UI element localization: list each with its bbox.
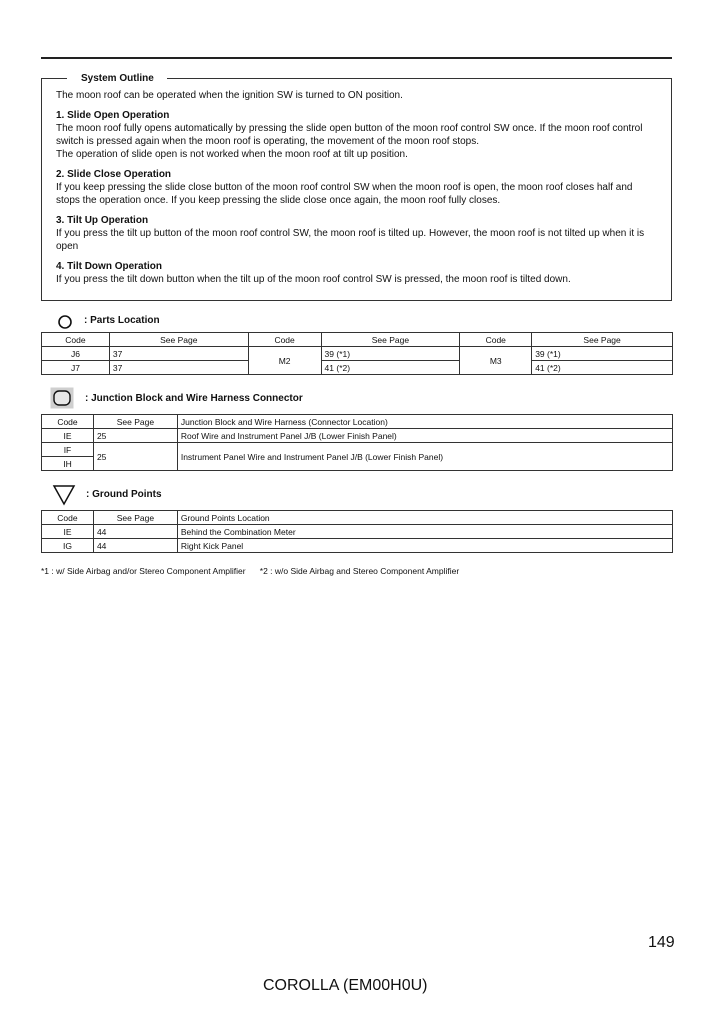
item-text: If you keep pressing the slide close button of the moon roof control SW when the moon roof is open, the moon roof closes half and stops the operation once. If you keep pressing the slide close once again, the moon roof fully closes. xyxy=(56,182,633,206)
table-row xyxy=(42,443,673,457)
footnote-1: *1 : w/ Side Airbag and/or Stereo Component Amplifier xyxy=(41,566,246,576)
top-rule xyxy=(41,57,672,59)
page-cell: 44 xyxy=(93,525,177,539)
header-cell: See Page xyxy=(93,415,177,429)
item-text: If you press the tilt down button when the tilt up of the moon roof control SW is pressed, the moon roof is tilted down. xyxy=(56,274,571,285)
header-cell: Code xyxy=(460,333,532,347)
header-cell: Code xyxy=(42,415,94,429)
table-row xyxy=(42,429,673,443)
circle-symbol-icon xyxy=(57,314,73,330)
code-cell: IE xyxy=(42,525,94,539)
code-cell: J6 xyxy=(42,347,110,361)
header-cell: Code xyxy=(42,333,110,347)
code-cell: IE xyxy=(42,429,94,443)
table-row xyxy=(42,361,673,375)
table-row xyxy=(42,539,673,553)
parts-location-table xyxy=(41,332,673,375)
page-cell: 39 (*1) xyxy=(321,347,460,361)
junction-block-title: : Junction Block and Wire Harness Connector xyxy=(85,393,303,404)
table-row xyxy=(42,347,673,361)
system-outline-title: System Outline xyxy=(81,73,154,84)
table-header-row xyxy=(42,333,673,347)
header-cell: Junction Block and Wire Harness (Connector Location) xyxy=(177,415,672,429)
page-cell: 41 (*2) xyxy=(321,361,460,375)
table-header-row xyxy=(42,511,673,525)
item-heading: 2. Slide Close Operation xyxy=(56,169,172,180)
header-cell: See Page xyxy=(532,333,673,347)
location-cell: Roof Wire and Instrument Panel J/B (Lower Finish Panel) xyxy=(177,429,672,443)
page-cell: 44 xyxy=(93,539,177,553)
ground-points-table xyxy=(41,510,673,553)
footnotes xyxy=(41,566,459,577)
header-cell: See Page xyxy=(93,511,177,525)
item-heading: 3. Tilt Up Operation xyxy=(56,215,149,226)
page-cell: 37 xyxy=(109,347,248,361)
intro-text: The moon roof can be operated when the ignition SW is turned to ON position. xyxy=(56,90,403,101)
table-header-row xyxy=(42,415,673,429)
junction-block-table xyxy=(41,414,673,471)
item-text: The moon roof fully opens automatically by pressing the slide open button of the moon roof control SW once. If the moon roof control switch is pressed again when the moon roof is operating, the movement of the moon roof stops. xyxy=(56,123,643,147)
header-cell: See Page xyxy=(321,333,460,347)
rounded-rect-symbol-icon xyxy=(50,387,74,409)
parts-location-title: : Parts Location xyxy=(84,315,160,326)
page-cell: 25 xyxy=(93,443,177,471)
footer-title: COROLLA (EM00H0U) xyxy=(263,977,428,994)
page-number: 149 xyxy=(648,934,675,951)
item-text: The operation of slide open is not worked when the moon roof at tilt up position. xyxy=(56,149,408,160)
system-outline-content xyxy=(56,89,658,286)
header-cell: Code xyxy=(42,511,94,525)
code-cell: IF xyxy=(42,443,94,457)
footnote-2: *2 : w/o Side Airbag and Stereo Component Amplifier xyxy=(259,566,460,576)
page-cell: 39 (*1) xyxy=(532,347,673,361)
location-cell: Behind the Combination Meter xyxy=(177,525,672,539)
code-cell: J7 xyxy=(42,361,110,375)
header-cell: Code xyxy=(248,333,321,347)
page-cell: 25 xyxy=(93,429,177,443)
location-cell: Right Kick Panel xyxy=(177,539,672,553)
page-cell: 37 xyxy=(109,361,248,375)
page-cell: 41 (*2) xyxy=(532,361,673,375)
ground-points-title: : Ground Points xyxy=(86,489,162,500)
item-heading: 4. Tilt Down Operation xyxy=(56,261,162,272)
code-cell: M2 xyxy=(248,347,321,375)
item-heading: 1. Slide Open Operation xyxy=(56,110,170,121)
triangle-symbol-icon xyxy=(52,484,76,506)
location-cell: Instrument Panel Wire and Instrument Panel J/B (Lower Finish Panel) xyxy=(177,443,672,471)
code-cell: IG xyxy=(42,539,94,553)
table-row xyxy=(42,525,673,539)
header-cell: Ground Points Location xyxy=(177,511,672,525)
code-cell: M3 xyxy=(460,347,532,375)
item-text: If you press the tilt up button of the moon roof control SW, the moon roof is tilted up. However, the moon roof is not tilted up when it is open xyxy=(56,228,645,252)
code-cell: IH xyxy=(42,457,94,471)
header-cell: See Page xyxy=(109,333,248,347)
